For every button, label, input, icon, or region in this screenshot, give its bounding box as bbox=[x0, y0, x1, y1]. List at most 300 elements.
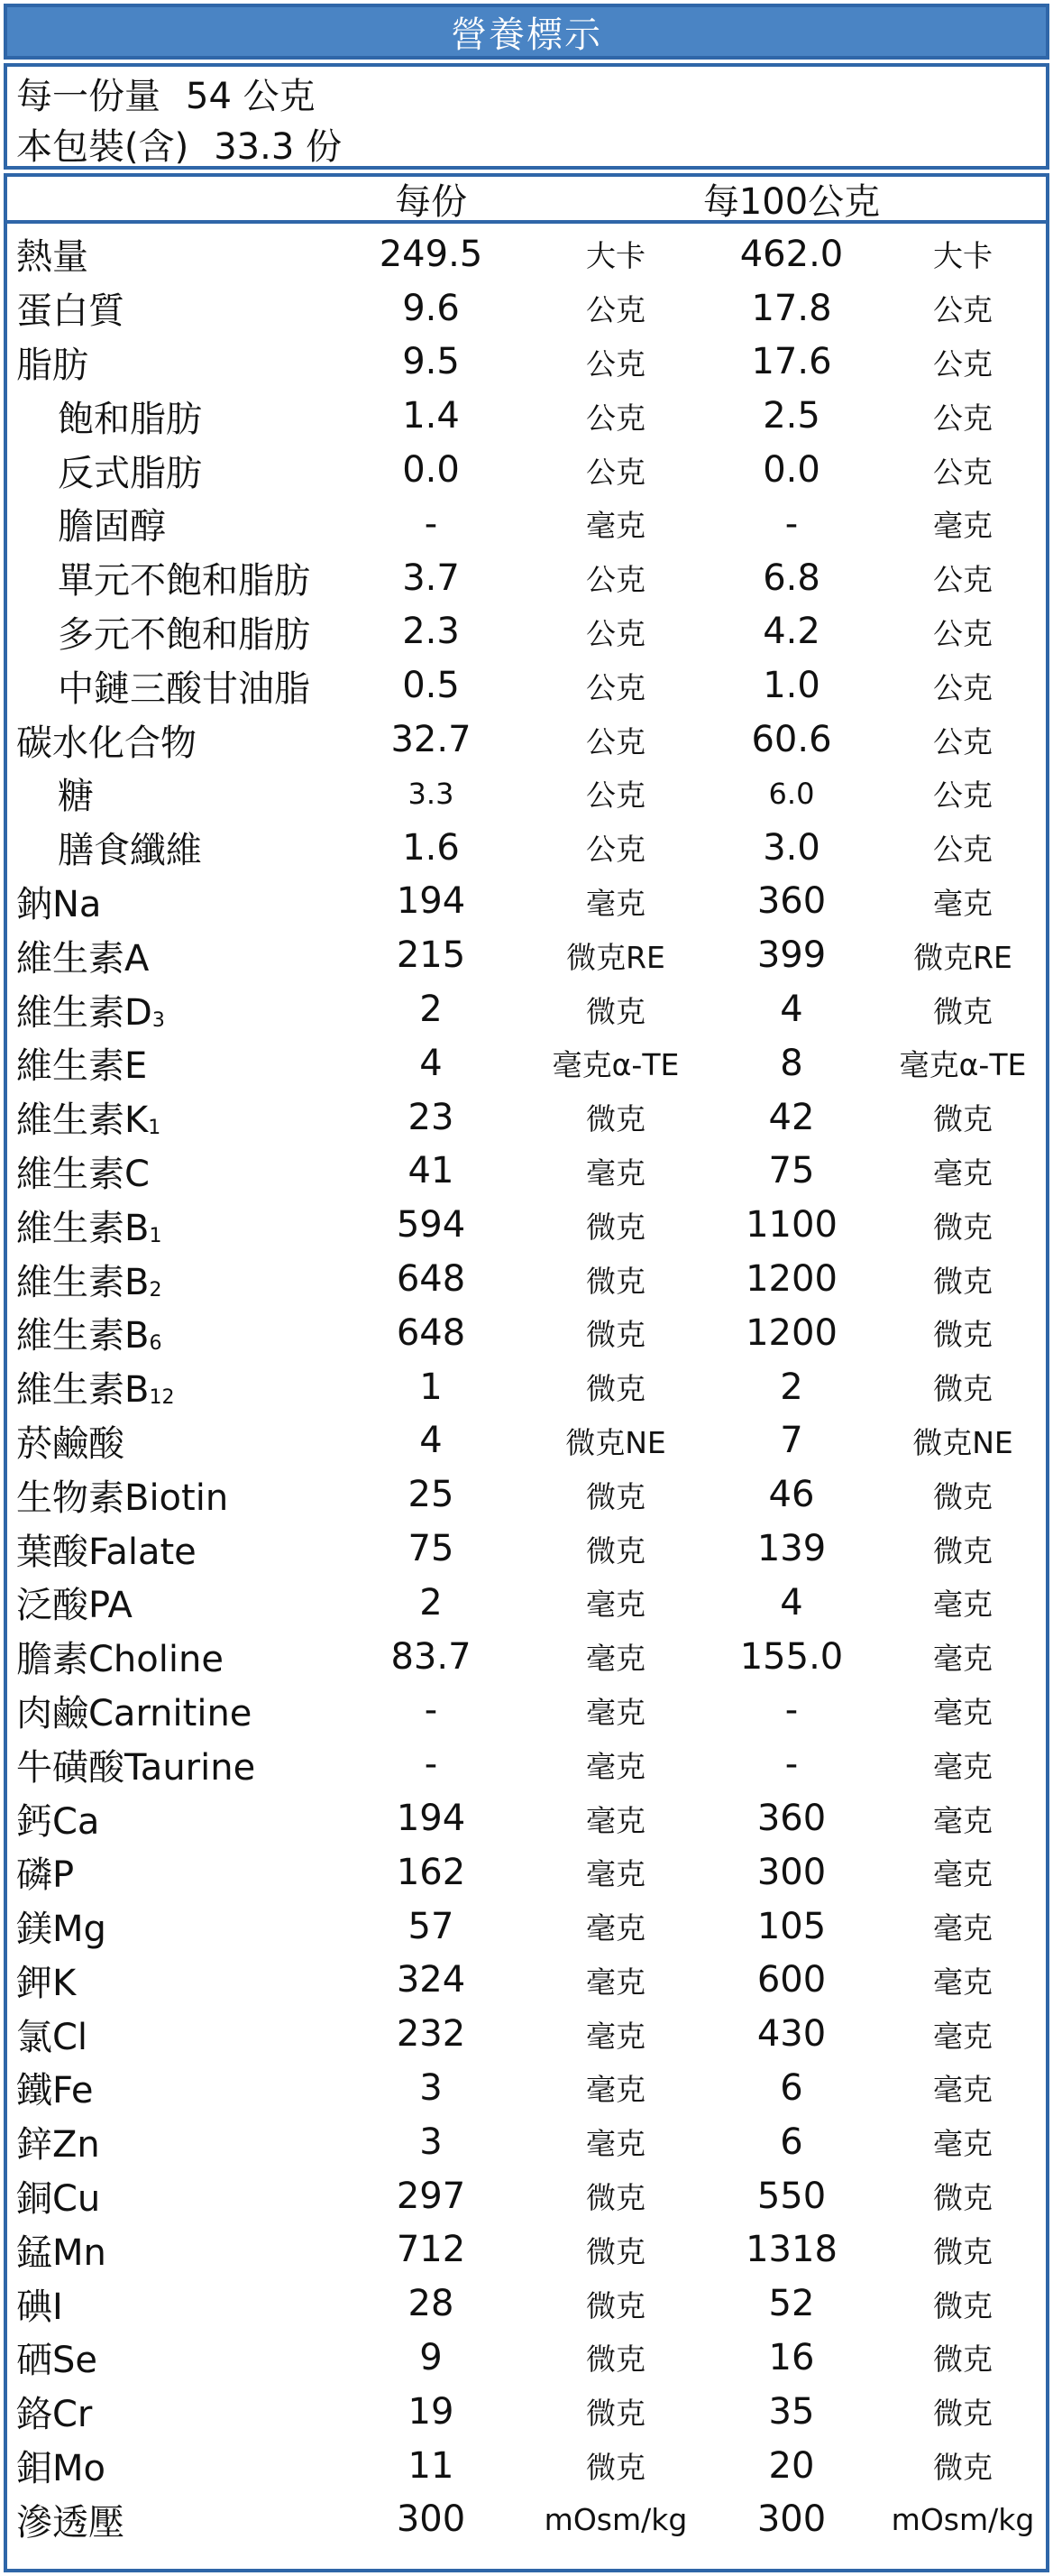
unit-per-serving: 毫克 bbox=[586, 1587, 646, 1623]
nutrient-name-text: 鉬Mo bbox=[16, 2448, 105, 2490]
value-per-100g: 105 bbox=[756, 1905, 827, 1947]
table-row bbox=[7, 2439, 1046, 2493]
nutrient-name-text: 反式脂肪 bbox=[58, 452, 202, 494]
nutrient-name-text: 飽和脂肪 bbox=[58, 398, 202, 440]
table-row bbox=[7, 1306, 1046, 1360]
unit-per-100g: 微克 bbox=[933, 2450, 993, 2486]
nutrient-name-text: 維生素B bbox=[16, 1261, 150, 1303]
unit-per-serving: 大卡 bbox=[586, 238, 646, 274]
unit-per-serving: 微克 bbox=[586, 1209, 646, 1245]
table-row bbox=[7, 1198, 1046, 1252]
unit-per-serving: 毫克 bbox=[586, 2018, 646, 2054]
nutrient-name-text: 維生素C bbox=[16, 1153, 150, 1195]
value-per-serving: 28 bbox=[407, 2283, 454, 2325]
table-row bbox=[7, 2007, 1046, 2061]
unit-per-serving: 毫克 bbox=[586, 885, 646, 921]
column-header-per-100g: 每100公克 bbox=[702, 180, 881, 223]
nutrient-name-text: 維生素D bbox=[16, 991, 152, 1034]
nutrient-name bbox=[16, 336, 88, 390]
value-per-serving: 1.6 bbox=[402, 826, 460, 869]
value-per-100g: 60.6 bbox=[751, 719, 832, 761]
value-per-serving: 9.5 bbox=[402, 341, 460, 383]
nutrient-name bbox=[58, 767, 94, 821]
value-per-serving: 194 bbox=[396, 880, 466, 923]
table-row bbox=[7, 605, 1046, 659]
unit-per-100g: 公克 bbox=[933, 454, 993, 490]
nutrient-name-text: 鋅Zn bbox=[16, 2124, 100, 2167]
table-row bbox=[7, 336, 1046, 390]
value-per-100g: 6 bbox=[780, 2121, 803, 2163]
unit-per-serving: 公克 bbox=[586, 400, 646, 436]
nutrient-name-text: 鉻Cr bbox=[16, 2394, 93, 2436]
unit-per-100g: 微克 bbox=[933, 2180, 993, 2216]
serving-size-value: 54 公克 bbox=[186, 75, 316, 117]
column-header-per-serving: 每份 bbox=[395, 180, 467, 223]
table-row bbox=[7, 713, 1046, 767]
value-per-100g: - bbox=[784, 1689, 799, 1732]
unit-per-serving: 公克 bbox=[586, 292, 646, 328]
value-per-serving: - bbox=[424, 1743, 438, 1786]
unit-per-serving: 公克 bbox=[586, 723, 646, 759]
table-row bbox=[7, 1630, 1046, 1684]
serving-size-label: 每一份量 bbox=[16, 75, 160, 117]
nutrient-name-text: 銅Cu bbox=[16, 2178, 101, 2221]
value-per-serving: 9 bbox=[419, 2336, 443, 2378]
nutrient-name bbox=[58, 658, 310, 713]
value-per-serving: 19 bbox=[407, 2390, 454, 2433]
nutrient-name-text: 脂肪 bbox=[16, 344, 88, 386]
nutrient-name bbox=[16, 1791, 99, 1845]
nutrient-name bbox=[16, 1684, 252, 1738]
value-per-100g: 550 bbox=[756, 2175, 827, 2217]
value-per-100g: 600 bbox=[756, 1959, 827, 2001]
table-row bbox=[7, 2222, 1046, 2277]
value-per-100g: 4 bbox=[780, 989, 803, 1031]
table-row bbox=[7, 1737, 1046, 1791]
value-per-serving: 32.7 bbox=[390, 719, 472, 761]
serving-size-line bbox=[16, 69, 316, 117]
nutrient-name bbox=[16, 281, 124, 336]
value-per-100g: 6 bbox=[780, 2066, 803, 2109]
value-per-100g: 6.8 bbox=[763, 557, 820, 599]
table-row bbox=[7, 497, 1046, 551]
value-per-100g: 16 bbox=[768, 2336, 815, 2378]
value-per-100g: 1200 bbox=[746, 1311, 838, 1354]
value-per-serving: 3 bbox=[419, 2121, 443, 2163]
unit-per-100g: 毫克 bbox=[933, 885, 993, 921]
value-per-100g: 399 bbox=[756, 934, 827, 977]
nutrient-name bbox=[16, 2385, 92, 2439]
unit-per-serving: 公克 bbox=[586, 345, 646, 382]
table-row bbox=[7, 2169, 1046, 2223]
value-per-100g: 155.0 bbox=[739, 1635, 844, 1678]
value-per-serving: 41 bbox=[407, 1150, 454, 1192]
nutrient-name bbox=[58, 551, 310, 605]
table-row bbox=[7, 658, 1046, 713]
value-per-serving: 1.4 bbox=[402, 395, 460, 437]
nutrient-subscript: 12 bbox=[149, 1386, 175, 1410]
unit-per-serving: 微克 bbox=[586, 1532, 646, 1569]
value-per-100g: 6.0 bbox=[768, 776, 815, 811]
nutrient-name-text: 磷P bbox=[16, 1854, 75, 1897]
unit-per-serving: 微克RE bbox=[566, 939, 665, 975]
unit-per-100g: 毫克 bbox=[933, 1910, 993, 1946]
nutrient-name bbox=[16, 1522, 197, 1576]
value-per-100g: 1318 bbox=[746, 2229, 838, 2271]
nutrient-name bbox=[16, 1252, 161, 1306]
nutrient-name-text: 維生素B bbox=[16, 1207, 150, 1249]
nutrient-name bbox=[16, 1360, 174, 1414]
table-row bbox=[7, 1145, 1046, 1199]
nutrient-name bbox=[58, 497, 166, 551]
unit-per-serving: 微克 bbox=[586, 2396, 646, 2432]
value-per-serving: 324 bbox=[396, 1959, 466, 2001]
table-row bbox=[7, 551, 1046, 605]
unit-per-serving: mOsm/kg bbox=[544, 2501, 688, 2537]
unit-per-100g: 微克NE bbox=[912, 1424, 1013, 1460]
nutrient-name bbox=[16, 1145, 150, 1199]
value-per-100g: 4 bbox=[780, 1581, 803, 1624]
unit-per-serving: 毫克 bbox=[586, 1641, 646, 1677]
nutrient-subscript: 6 bbox=[149, 1332, 162, 1356]
unit-per-100g: 毫克 bbox=[933, 1964, 993, 2000]
nutrient-name-text: 鉀K bbox=[16, 1962, 77, 2004]
nutrient-name-text: 錳Mn bbox=[16, 2231, 106, 2274]
value-per-100g: 17.8 bbox=[751, 287, 832, 329]
unit-per-serving: 毫克 bbox=[586, 1748, 646, 1784]
nutrient-name bbox=[16, 2115, 100, 2169]
value-per-serving: - bbox=[424, 502, 438, 545]
unit-per-100g: 毫克 bbox=[933, 1694, 993, 1730]
value-per-serving: 0.0 bbox=[402, 449, 460, 492]
unit-per-100g: 毫克 bbox=[933, 1155, 993, 1191]
unit-per-100g: 微克 bbox=[933, 2233, 993, 2269]
nutrient-name-text: 滲透壓 bbox=[16, 2501, 124, 2544]
unit-per-100g: 公克 bbox=[933, 723, 993, 759]
nutrient-name bbox=[58, 443, 202, 497]
nutrient-name bbox=[58, 821, 202, 875]
value-per-serving: 2 bbox=[419, 989, 443, 1031]
value-per-100g: 139 bbox=[756, 1528, 827, 1570]
table-row bbox=[7, 875, 1046, 929]
unit-per-100g: 公克 bbox=[933, 832, 993, 868]
unit-per-100g: 微克 bbox=[933, 1371, 993, 1407]
table-row bbox=[7, 281, 1046, 336]
value-per-serving: 1 bbox=[419, 1366, 443, 1408]
nutrient-name-text: 生物素Biotin bbox=[16, 1477, 229, 1519]
unit-per-100g: 微克 bbox=[933, 2396, 993, 2432]
table-row bbox=[7, 1845, 1046, 1900]
nutrient-name bbox=[16, 2439, 105, 2493]
nutrient-name bbox=[16, 2331, 97, 2385]
table-row bbox=[7, 1900, 1046, 1954]
value-per-100g: 1.0 bbox=[763, 665, 820, 707]
table-row bbox=[7, 1360, 1046, 1414]
nutrient-name-text: 鈉Na bbox=[16, 883, 102, 925]
unit-per-serving: 微克 bbox=[586, 2341, 646, 2378]
nutrient-name bbox=[16, 1198, 161, 1252]
nutrient-name bbox=[16, 928, 149, 982]
unit-per-serving: 毫克α-TE bbox=[552, 1047, 680, 1083]
unit-per-100g: 微克 bbox=[933, 1209, 993, 1245]
table-row bbox=[7, 928, 1046, 982]
value-per-100g: 2.5 bbox=[763, 395, 820, 437]
nutrient-subscript: 3 bbox=[151, 1008, 165, 1032]
nutrient-name-text: 膳食纖維 bbox=[58, 830, 202, 872]
servings-per-pack-label: 本包裝(含) bbox=[16, 125, 189, 168]
value-per-serving: 249.5 bbox=[379, 233, 483, 275]
unit-per-serving: 微克 bbox=[586, 2180, 646, 2216]
unit-per-serving: 毫克 bbox=[586, 1856, 646, 1892]
nutrient-subscript: 1 bbox=[148, 1117, 161, 1140]
table-row bbox=[7, 1414, 1046, 1468]
unit-per-serving: 毫克 bbox=[586, 1910, 646, 1946]
value-per-serving: 300 bbox=[396, 2498, 466, 2541]
nutrient-name bbox=[58, 605, 310, 659]
label-title: 營養標示 bbox=[451, 14, 602, 56]
table-header bbox=[7, 177, 1046, 224]
value-per-serving: 162 bbox=[396, 1851, 466, 1893]
unit-per-serving: 公克 bbox=[586, 615, 646, 651]
unit-per-100g: 微克 bbox=[933, 1532, 993, 1569]
unit-per-serving: 公克 bbox=[586, 562, 646, 598]
nutrient-name bbox=[16, 1467, 228, 1522]
nutrient-name-text: 硒Se bbox=[16, 2340, 97, 2382]
unit-per-100g: 大卡 bbox=[933, 238, 993, 274]
value-per-serving: 4 bbox=[419, 1420, 443, 1462]
unit-per-serving: 微克 bbox=[586, 993, 646, 1029]
nutrient-name bbox=[16, 2222, 106, 2277]
nutrient-name-text: 碘I bbox=[16, 2286, 63, 2328]
nutrient-name bbox=[16, 713, 197, 767]
table-row bbox=[7, 2277, 1046, 2331]
nutrient-name bbox=[16, 2169, 100, 2223]
nutrient-name-text: 維生素A bbox=[16, 937, 150, 980]
nutrient-subscript: 1 bbox=[149, 1224, 162, 1247]
value-per-serving: 3.7 bbox=[402, 557, 460, 599]
unit-per-serving: 毫克 bbox=[586, 2126, 646, 2162]
unit-per-100g: 毫克 bbox=[933, 1748, 993, 1784]
nutrient-name-text: 氯Cl bbox=[16, 2016, 88, 2058]
value-per-serving: 194 bbox=[396, 1798, 466, 1839]
unit-per-100g: 公克 bbox=[933, 292, 993, 328]
nutrient-name-text: 維生素K bbox=[16, 1099, 149, 1142]
value-per-serving: 3.3 bbox=[407, 776, 454, 811]
value-per-serving: 215 bbox=[396, 934, 466, 977]
value-per-serving: 23 bbox=[407, 1096, 454, 1138]
value-per-100g: 8 bbox=[780, 1042, 803, 1084]
unit-per-100g: 毫克 bbox=[933, 508, 993, 544]
value-per-serving: - bbox=[424, 1689, 438, 1732]
unit-per-100g: 公克 bbox=[933, 345, 993, 382]
servings-per-pack-line bbox=[16, 119, 342, 168]
value-per-100g: 360 bbox=[756, 1798, 827, 1839]
unit-per-100g: 微克 bbox=[933, 1317, 993, 1353]
nutrient-name bbox=[16, 1737, 255, 1791]
table-row bbox=[7, 2492, 1046, 2546]
unit-per-serving: 毫克 bbox=[586, 2072, 646, 2108]
table-row bbox=[7, 443, 1046, 497]
nutrient-name-text: 維生素E bbox=[16, 1045, 148, 1088]
value-per-serving: 75 bbox=[407, 1528, 454, 1570]
nutrient-name-text: 單元不飽和脂肪 bbox=[58, 560, 310, 603]
table-row bbox=[7, 1036, 1046, 1090]
nutrient-name-text: 蛋白質 bbox=[16, 290, 124, 333]
nutrient-name-text: 碳水化合物 bbox=[16, 722, 197, 764]
value-per-100g: 42 bbox=[768, 1096, 815, 1138]
value-per-serving: 2.3 bbox=[402, 611, 460, 653]
nutrient-name-text: 糖 bbox=[58, 776, 94, 818]
unit-per-100g: 公克 bbox=[933, 615, 993, 651]
value-per-100g: 300 bbox=[756, 1851, 827, 1893]
unit-per-100g: 微克 bbox=[933, 1101, 993, 1137]
nutrient-name-text: 多元不飽和脂肪 bbox=[58, 613, 310, 656]
value-per-serving: 297 bbox=[396, 2175, 466, 2217]
nutrient-name-text: 菸鹼酸 bbox=[16, 1422, 124, 1465]
unit-per-100g: mOsm/kg bbox=[891, 2501, 1035, 2537]
nutrient-name bbox=[16, 1414, 124, 1468]
unit-per-serving: 微克 bbox=[586, 1371, 646, 1407]
value-per-100g: 462.0 bbox=[739, 233, 844, 275]
table-row bbox=[7, 1252, 1046, 1306]
unit-per-serving: 毫克 bbox=[586, 1802, 646, 1838]
value-per-100g: 52 bbox=[768, 2283, 815, 2325]
unit-per-100g: 微克 bbox=[933, 2341, 993, 2378]
value-per-100g: 17.6 bbox=[751, 341, 832, 383]
unit-per-serving: 微克 bbox=[586, 1101, 646, 1137]
unit-per-100g: 毫克 bbox=[933, 2018, 993, 2054]
unit-per-serving: 微克 bbox=[586, 2287, 646, 2323]
nutrient-name-text: 泛酸PA bbox=[16, 1585, 133, 1627]
unit-per-serving: 公克 bbox=[586, 669, 646, 705]
unit-per-serving: 公克 bbox=[586, 777, 646, 814]
table-row bbox=[7, 2385, 1046, 2439]
unit-per-100g: 微克 bbox=[933, 993, 993, 1029]
nutrient-name bbox=[16, 875, 101, 929]
unit-per-100g: 微克RE bbox=[913, 939, 1012, 975]
unit-per-100g: 毫克α-TE bbox=[899, 1047, 1027, 1083]
table-row bbox=[7, 2331, 1046, 2385]
table-row bbox=[7, 1576, 1046, 1630]
value-per-100g: 2 bbox=[780, 1366, 803, 1408]
value-per-100g: - bbox=[784, 502, 799, 545]
unit-per-serving: 微克 bbox=[586, 2450, 646, 2486]
table-row bbox=[7, 2061, 1046, 2115]
unit-per-serving: 微克 bbox=[586, 1478, 646, 1514]
nutrient-name-text: 葉酸Falate bbox=[16, 1531, 197, 1573]
nutrient-name bbox=[16, 1845, 74, 1900]
nutrient-name bbox=[16, 1954, 76, 2008]
nutrient-name bbox=[16, 1036, 147, 1090]
value-per-serving: 25 bbox=[407, 1474, 454, 1516]
table-row bbox=[7, 227, 1046, 281]
nutrient-name-text: 維生素B bbox=[16, 1369, 150, 1412]
value-per-serving: 648 bbox=[396, 1311, 466, 1354]
value-per-100g: 46 bbox=[768, 1474, 815, 1516]
value-per-100g: 75 bbox=[768, 1150, 815, 1192]
nutrient-name bbox=[16, 2492, 124, 2546]
value-per-100g: 7 bbox=[780, 1420, 803, 1462]
unit-per-100g: 毫克 bbox=[933, 1587, 993, 1623]
nutrient-name bbox=[16, 1576, 133, 1630]
nutrient-name-text: 膽固醇 bbox=[58, 506, 166, 548]
table-row bbox=[7, 1791, 1046, 1845]
value-per-serving: 594 bbox=[396, 1204, 466, 1247]
unit-per-serving: 微克NE bbox=[565, 1424, 666, 1460]
table-row bbox=[7, 1684, 1046, 1738]
value-per-serving: 712 bbox=[396, 2229, 466, 2271]
value-per-100g: 1200 bbox=[746, 1258, 838, 1301]
unit-per-100g: 毫克 bbox=[933, 1641, 993, 1677]
unit-per-serving: 毫克 bbox=[586, 1964, 646, 2000]
table-row bbox=[7, 767, 1046, 821]
unit-per-100g: 公克 bbox=[933, 562, 993, 598]
nutrient-name bbox=[16, 1900, 106, 1954]
unit-per-serving: 微克 bbox=[586, 2233, 646, 2269]
value-per-serving: 3 bbox=[419, 2066, 443, 2109]
value-per-serving: 83.7 bbox=[390, 1635, 472, 1678]
nutrient-name-text: 肉鹼Carnitine bbox=[16, 1692, 252, 1734]
unit-per-serving: 毫克 bbox=[586, 1694, 646, 1730]
unit-per-100g: 公克 bbox=[933, 400, 993, 436]
unit-per-100g: 毫克 bbox=[933, 2072, 993, 2108]
value-per-100g: 430 bbox=[756, 2013, 827, 2056]
value-per-100g: 300 bbox=[756, 2498, 827, 2541]
nutrient-name-text: 熱量 bbox=[16, 236, 88, 279]
nutrient-name bbox=[16, 2277, 63, 2331]
title-bar bbox=[4, 4, 1049, 60]
value-per-100g: 360 bbox=[756, 880, 827, 923]
nutrient-name bbox=[16, 1630, 224, 1684]
unit-per-100g: 微克 bbox=[933, 1478, 993, 1514]
table-row bbox=[7, 1467, 1046, 1522]
unit-per-100g: 微克 bbox=[933, 1263, 993, 1299]
value-per-serving: 4 bbox=[419, 1042, 443, 1084]
table-row bbox=[7, 1522, 1046, 1576]
value-per-100g: 3.0 bbox=[763, 826, 820, 869]
nutrient-name bbox=[16, 1090, 160, 1145]
table-row bbox=[7, 1090, 1046, 1145]
nutrient-name-text: 鐵Fe bbox=[16, 2070, 94, 2112]
nutrient-name bbox=[58, 389, 202, 443]
value-per-100g: 20 bbox=[768, 2444, 815, 2487]
unit-per-serving: 公克 bbox=[586, 832, 646, 868]
nutrient-name bbox=[16, 2007, 87, 2061]
servings-per-pack-value: 33.3 份 bbox=[214, 125, 342, 168]
value-per-100g: 0.0 bbox=[763, 449, 820, 492]
unit-per-100g: 毫克 bbox=[933, 1856, 993, 1892]
unit-per-serving: 毫克 bbox=[586, 508, 646, 544]
table-row bbox=[7, 2115, 1046, 2169]
nutrient-rows bbox=[7, 227, 1046, 2546]
value-per-serving: 2 bbox=[419, 1581, 443, 1624]
value-per-serving: 232 bbox=[396, 2013, 466, 2056]
unit-per-serving: 微克 bbox=[586, 1317, 646, 1353]
table-row bbox=[7, 1954, 1046, 2008]
nutrient-name bbox=[16, 227, 88, 281]
value-per-100g: 4.2 bbox=[763, 611, 820, 653]
value-per-serving: 57 bbox=[407, 1905, 454, 1947]
unit-per-100g: 毫克 bbox=[933, 2126, 993, 2162]
nutrient-name-text: 鈣Ca bbox=[16, 1800, 100, 1843]
unit-per-serving: 毫克 bbox=[586, 1155, 646, 1191]
nutrient-name-text: 膽素Choline bbox=[16, 1639, 224, 1681]
unit-per-100g: 毫克 bbox=[933, 1802, 993, 1838]
table-row bbox=[7, 389, 1046, 443]
value-per-serving: 11 bbox=[407, 2444, 454, 2487]
nutrient-subscript: 2 bbox=[149, 1278, 162, 1302]
value-per-100g: - bbox=[784, 1743, 799, 1786]
